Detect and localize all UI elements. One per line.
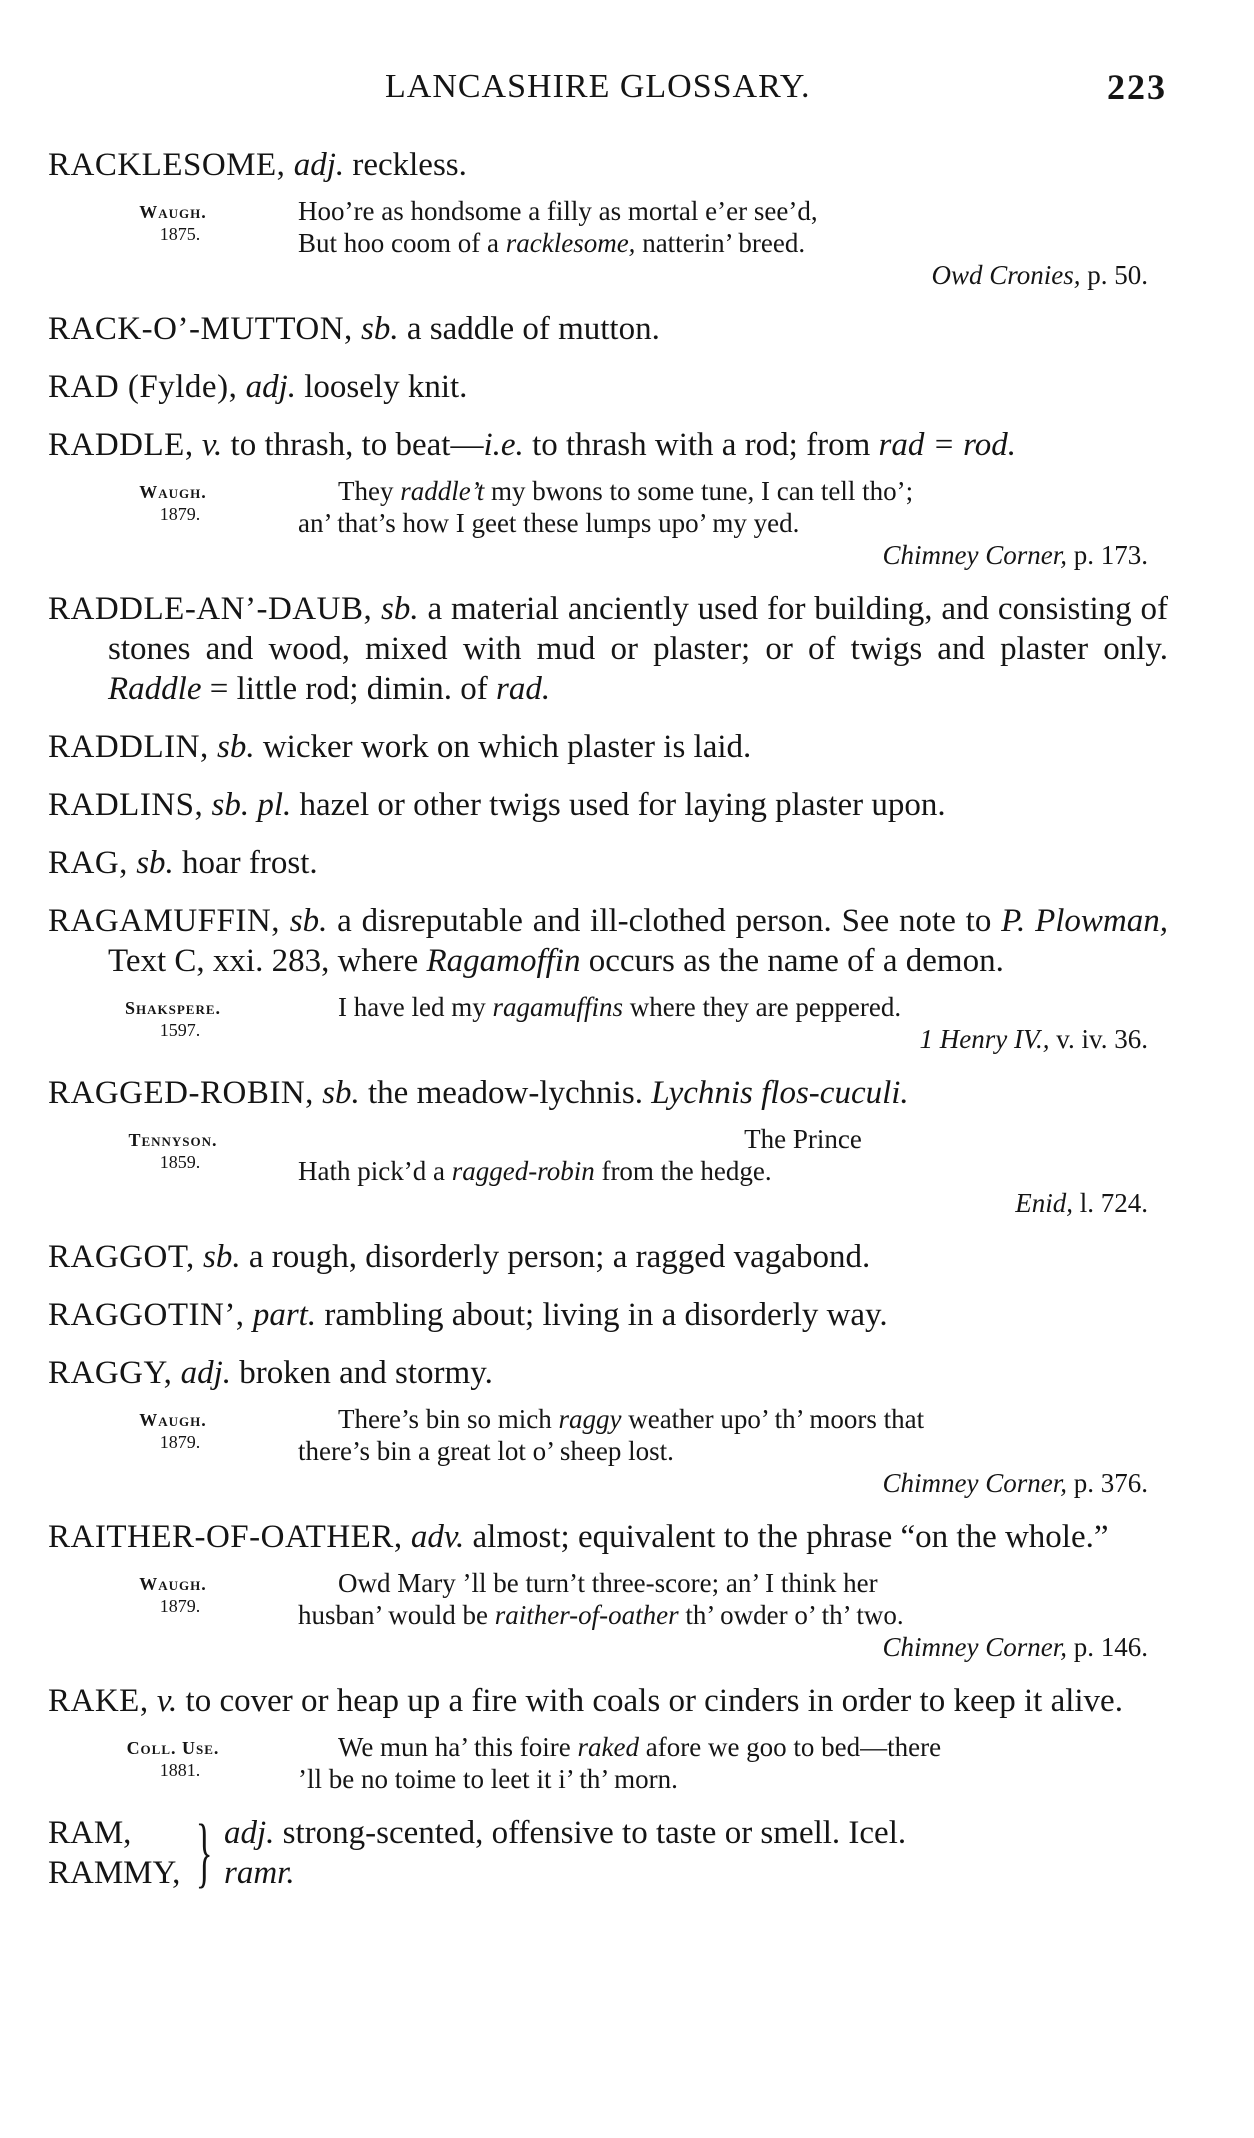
running-head [0,68,1254,108]
definition [48,727,1168,767]
text-run: husban’ would be [298,1600,495,1630]
citation-text [298,195,1168,291]
citation-line: there’s bin a great lot o’ sheep lost. [298,1436,674,1466]
citation [48,1123,1168,1219]
part-of-speech: adj. [293,147,345,183]
part-of-speech: adj. [245,369,296,405]
definition [48,589,1168,709]
definition-text: broken and stormy. [231,1355,493,1391]
citation-source [298,539,1148,571]
headword: RAKE, [48,1683,149,1719]
definition [48,1073,1168,1113]
author-name: Shakspere. [124,998,222,1018]
part-of-speech: sb. [381,591,419,627]
definition-text: occurs as the name of a demon. [580,943,1004,979]
citation [48,991,1168,1055]
entry-racklesome [48,145,1168,291]
source-page: l. 724. [1072,1188,1148,1218]
italic-run: P. Plowman, [1001,903,1169,939]
citation-author [48,991,298,1055]
definition [48,425,1168,465]
citation [48,475,1168,571]
italic-run: i.e. [483,427,524,463]
headword: RAMMY, [48,1855,181,1891]
definition [48,1353,1168,1393]
definition [48,843,1168,883]
italic-run: ragamuffins [492,992,623,1022]
citation-line [298,991,1148,1023]
entry-raggy [48,1353,1168,1499]
source-page: p. 146. [1067,1632,1148,1662]
entry-ragamuffin [48,901,1168,1055]
definition [48,901,1168,981]
author-name: Waugh. [139,482,207,502]
part-of-speech: sb. [203,1239,241,1275]
entry-raddle-an-daub [48,589,1168,709]
citation-line [298,1155,1148,1187]
part-of-speech: adj. [180,1355,232,1391]
citation-line: Owd Mary ’ll be turn’t three-score; an’ I think her [338,1568,878,1598]
headword: RAG, [48,845,128,881]
definition-text: = little rod; dimin. of [201,671,496,707]
definition-text: a saddle of mutton. [398,311,660,347]
citation-line [298,1599,1148,1631]
definition-text: loosely knit. [296,369,468,405]
running-title: LANCASHIRE GLOSSARY. [385,68,811,105]
headword: RACKLESOME, [48,147,286,183]
text-run: weather upo’ th’ moors that [621,1404,925,1434]
citation-source [298,1631,1148,1663]
author-name: Waugh. [139,1574,207,1594]
entry-raddlin [48,727,1168,767]
citation-author [48,1403,298,1499]
citation-year: 1879. [159,1596,201,1616]
citation-text [298,1403,1168,1499]
citation-year: 1879. [159,504,201,524]
source-page: p. 50. [1080,260,1148,290]
headword: RADDLE, [48,427,194,463]
part-of-speech: adv. [410,1519,465,1555]
citation-text [298,1731,1168,1795]
italic-run: raked [577,1732,639,1762]
definition [48,785,1168,825]
entry-rack-o-mutton [48,309,1168,349]
definition-text: reckless. [344,147,467,183]
headword: RAM, [48,1815,132,1851]
entry-raddle [48,425,1168,571]
text-run: But hoo coom of a [298,228,506,258]
definition-text: Text C, xxi. 283, where [108,943,427,979]
entry-rake [48,1681,1168,1795]
definition [48,145,1168,185]
part-of-speech: v. [156,1683,178,1719]
part-of-speech: adj. [224,1815,275,1851]
author-name: Waugh. [139,1410,207,1430]
text-run: We mun ha’ this foire [338,1732,578,1762]
source-page: v. iv. 36. [1049,1024,1148,1054]
definition-text: to thrash, to beat— [222,427,484,463]
headword: RAITHER-OF-OATHER, [48,1519,403,1555]
citation-author [48,1731,298,1795]
definition-text: to cover or heap up a fire with coals or cinders in order to keep it alive. [177,1683,1123,1719]
citation-line [298,1403,1148,1435]
entry-raggotin [48,1295,1168,1335]
citation-line: Hoo’re as hondsome a filly as mortal e’er see’d, [298,196,818,226]
citation-line: an’ that’s how I geet these lumps upo’ my yed. [298,508,800,538]
text-run: I have led my [338,992,493,1022]
definition-text: rambling about; living in a disorderly way. [316,1297,888,1333]
text-run: th’ owder o’ th’ two. [678,1600,904,1630]
entry-raither-of-oather [48,1517,1168,1663]
citation-line [298,227,1148,259]
definition [48,1517,1168,1557]
headword: RAD (Fylde), [48,369,238,405]
source-title: Chimney Corner, [882,540,1067,570]
text-run: my bwons to some tune, I can tell tho’; [484,476,914,506]
citation-year: 1597. [159,1020,201,1040]
citation-author [48,475,298,571]
definition [48,1237,1168,1277]
definition-text: almost; equivalent to the phrase “on the whole.” [464,1519,1109,1555]
citation-source [298,1467,1148,1499]
italic-run: Lychnis flos-cuculi. [651,1075,909,1111]
text-run: There’s bin so mich [338,1404,559,1434]
headword: RAGGOT, [48,1239,195,1275]
citation [48,1731,1168,1795]
source-page: p. 173. [1067,540,1148,570]
citation-year: 1859. [159,1152,201,1172]
text-run: afore we goo to bed—there [639,1732,942,1762]
text-run: They [338,476,401,506]
definition [224,1813,1168,1893]
definition-text: wicker work on which plaster is laid. [254,729,752,765]
source-title: 1 Henry IV., [919,1024,1050,1054]
definition-text: to thrash with a rod; from [523,427,879,463]
headword: RAGGED-ROBIN, [48,1075,314,1111]
headword: RAGGOTIN’, [48,1297,245,1333]
citation-text [298,1567,1168,1663]
citation-line [298,1731,1148,1763]
brace-glyph: } [195,1808,213,1895]
headword: RADLINS, [48,787,204,823]
definition-text: hazel or other twigs used for laying plaster upon. [291,787,946,823]
definition [48,367,1168,407]
citation-line [298,475,1148,507]
source-title: Owd Cronies, [931,260,1081,290]
citation-source [298,259,1148,291]
part-of-speech: sb. [216,729,255,765]
source-title: Chimney Corner, [882,1468,1067,1498]
author-name: Coll. Use. [126,1738,220,1758]
entry-ram-rammy [48,1808,1168,1895]
headword: RAGGY, [48,1355,173,1391]
citation-text [298,991,1168,1055]
italic-run: Raddle [108,671,202,707]
citation-text [298,475,1168,571]
citation [48,195,1168,291]
italic-run: rad = rod. [878,427,1016,463]
entry-ragged-robin [48,1073,1168,1219]
italic-run: ragged-robin [451,1156,595,1186]
headword: RADDLIN, [48,729,209,765]
part-of-speech: sb. pl. [211,787,292,823]
italic-run: raddle’t [400,476,485,506]
definition-text: a rough, disorderly person; a ragged vagabond. [240,1239,871,1275]
headword: RAGAMUFFIN, [48,903,280,939]
citation-year: 1875. [159,224,201,244]
italic-run: rad. [496,671,551,707]
italic-run: Ragamoffin [426,943,581,979]
definition-text: a material anciently used for building, and consisting of stones and wood, mixed with mud or plaster; or of twigs and plaster only. [108,591,1168,667]
entry-rag [48,843,1168,883]
text-run: from the hedge. [594,1156,772,1186]
part-of-speech: part. [252,1297,317,1333]
citation-line: The Prince [744,1124,862,1154]
text-run: Hath pick’d a [298,1156,452,1186]
definition-text: strong-scented, offensive to taste or smell. Icel. [274,1815,907,1851]
part-of-speech: v. [201,427,223,463]
citation-text [298,1123,1168,1219]
citation-author [48,195,298,291]
citation-line: ’ll be no toime to leet it i’ th’ morn. [298,1764,678,1794]
text-run: where they are peppered. [622,992,902,1022]
definition [48,1295,1168,1335]
author-name: Waugh. [139,202,207,222]
part-of-speech: sb. [289,903,328,939]
part-of-speech: sb. [136,845,174,881]
citation-year: 1881. [159,1760,201,1780]
page-number: 223 [1107,67,1167,107]
definition-text: a disreputable and ill-clothed person. See note to [327,903,1002,939]
source-page: p. 376. [1067,1468,1148,1498]
source-title: Chimney Corner, [882,1632,1067,1662]
headword: RACK-O’-MUTTON, [48,311,353,347]
citation [48,1567,1168,1663]
part-of-speech: sb. [322,1075,360,1111]
part-of-speech: sb. [361,311,399,347]
glossary-entries [48,145,1168,1911]
italic-run: ramr. [224,1855,295,1891]
citation-source [298,1187,1148,1219]
italic-run: racklesome, [505,228,636,258]
definition [48,1681,1168,1721]
italic-run: raither-of-oather [494,1600,679,1630]
citation [48,1403,1168,1499]
definition-text: the meadow-lychnis. [359,1075,652,1111]
entry-raggot [48,1237,1168,1277]
citation-author [48,1567,298,1663]
citation-source [298,1023,1148,1055]
definition [48,309,1168,349]
italic-run: raggy [558,1404,622,1434]
source-title: Enid, [1015,1188,1073,1218]
citation-year: 1879. [159,1432,201,1452]
entry-radlins [48,785,1168,825]
definition-text: hoar frost. [173,845,318,881]
entry-rad [48,367,1168,407]
author-name: Tennyson. [128,1130,218,1150]
headword-group [48,1813,188,1893]
citation-author [48,1123,298,1219]
headword: RADDLE-AN’-DAUB, [48,591,373,627]
text-run: natterin’ breed. [635,228,806,258]
